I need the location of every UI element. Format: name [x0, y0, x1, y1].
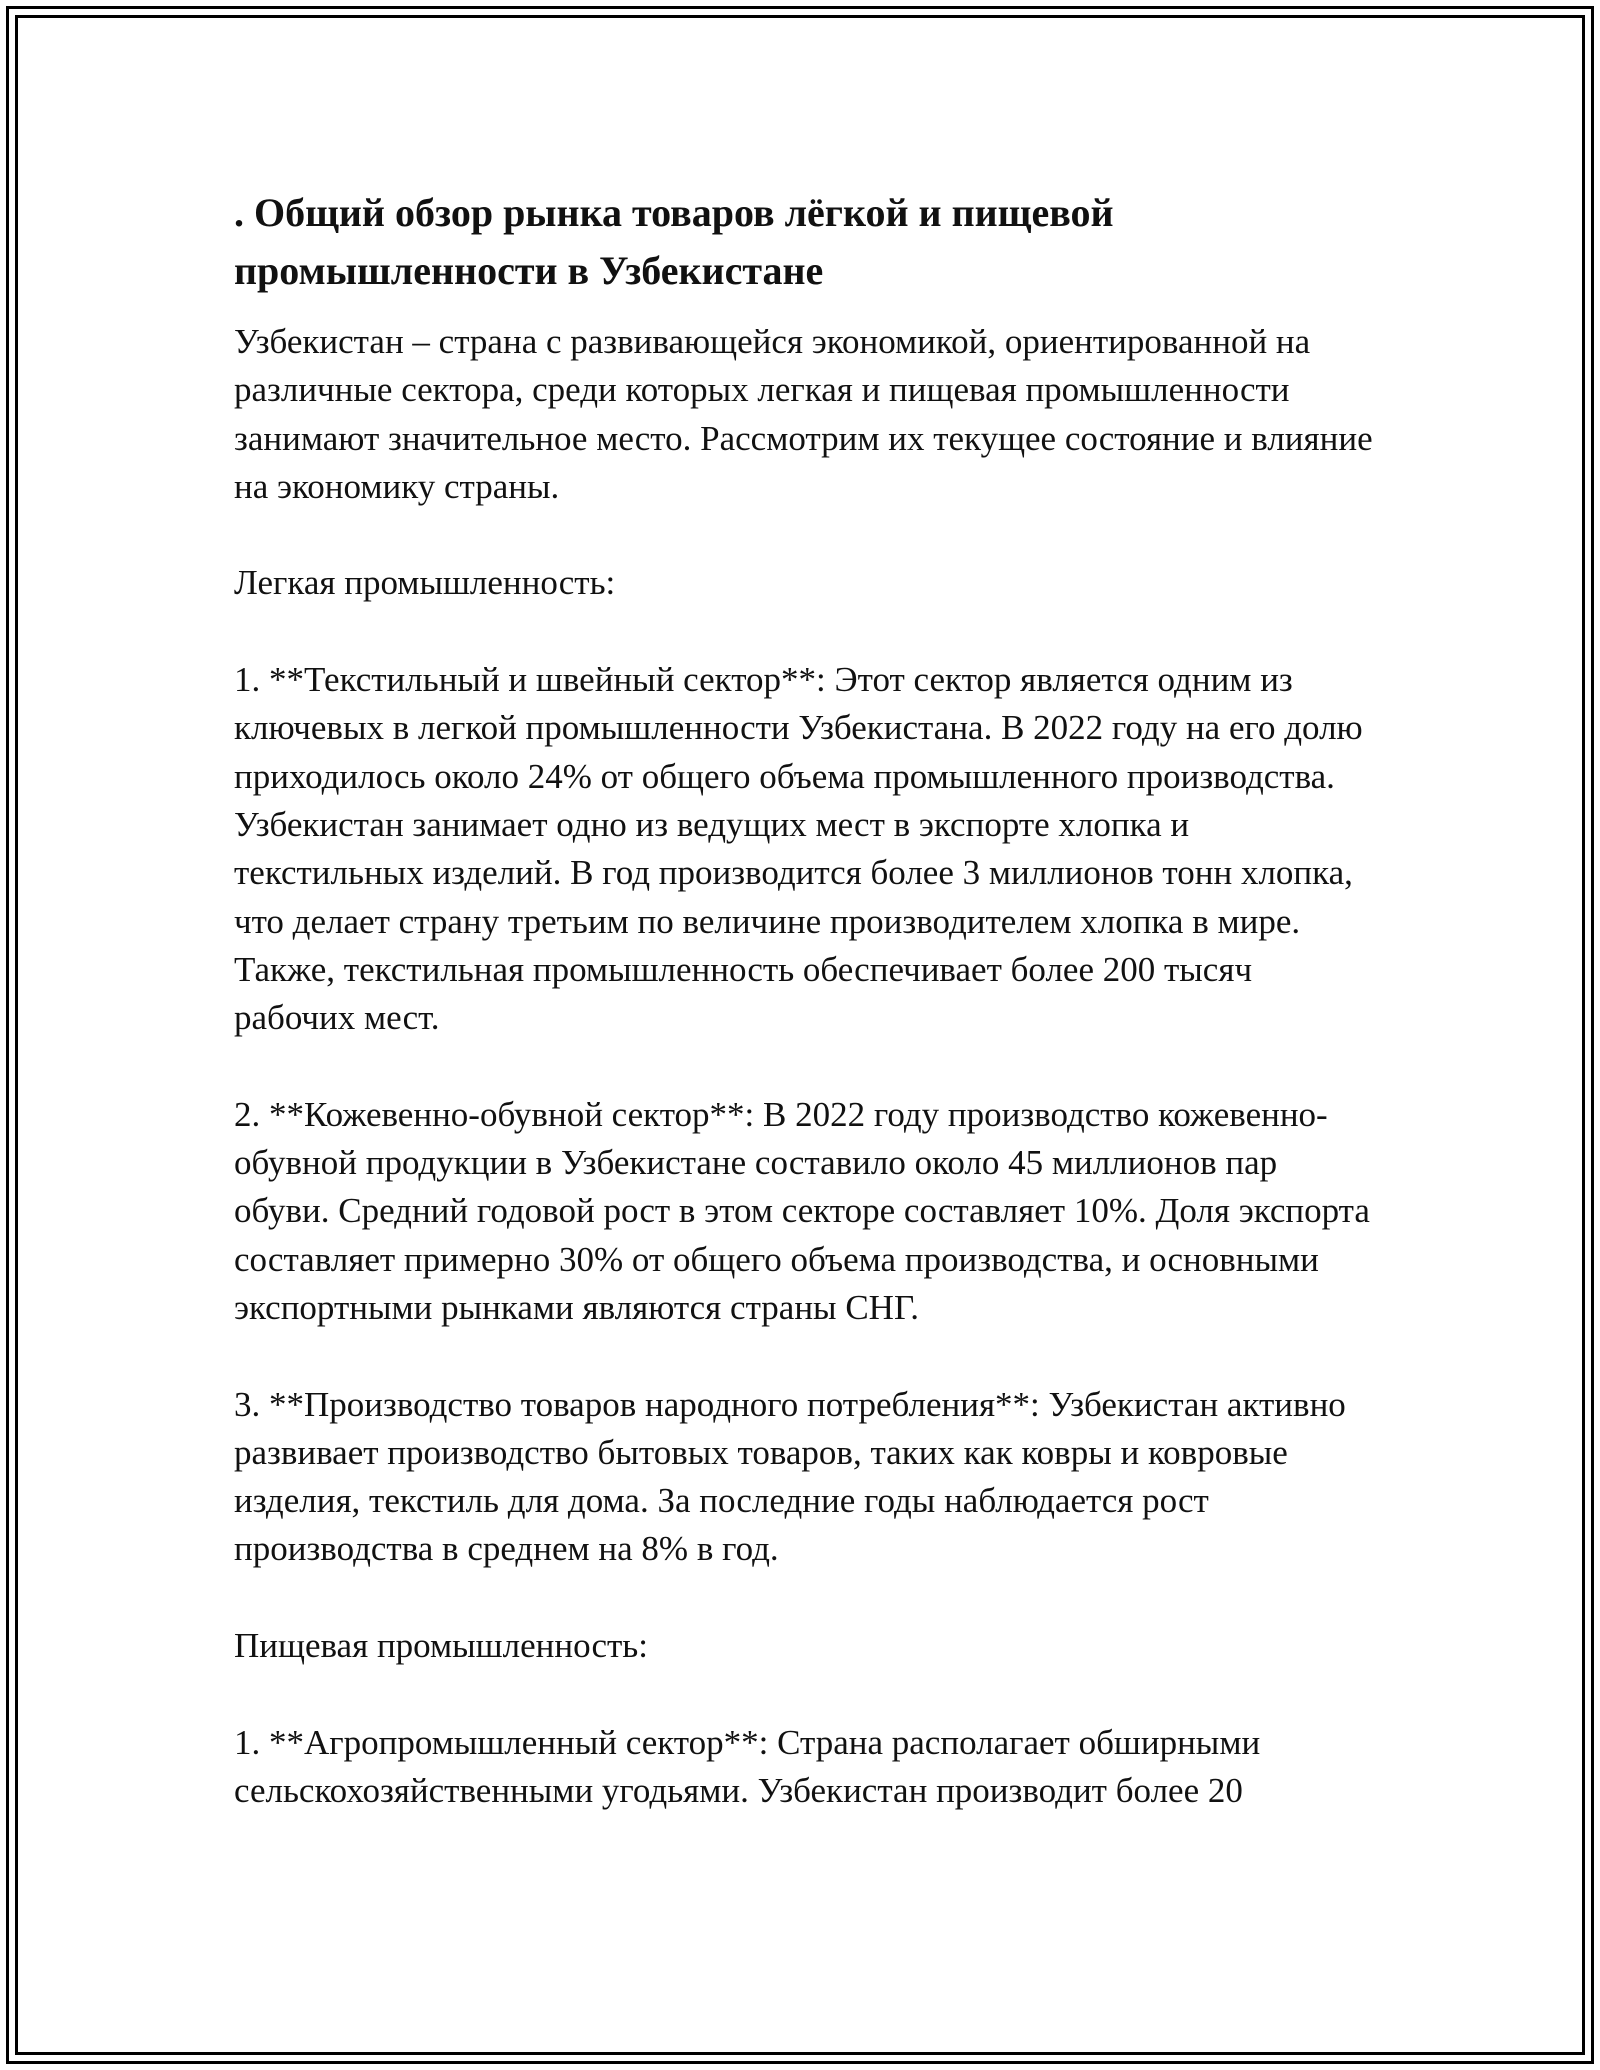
- light-industry-item-leather: 2. **Кожевенно-обувной сектор**: В 2022 году производство кожевенно-обувной продукции в Узбекистане составило около 45 миллионов пар обуви. Средний годовой рост в этом секторе составляет 10%. Доля экспорта составляет примерно 30% от общего объема производства, и основными экспортными рынками являются страны СНГ.: [234, 1094, 1370, 1327]
- intro-paragraph: Узбекистан – страна с развивающейся экономикой, ориентированной на различные сектора, среди которых легкая и пищевая промышленности занимают значительное место. Рассмотрим их текущее состояние и влияние на экономику страны.: [234, 322, 1373, 506]
- document-title: . Общий обзор рынка товаров лёгкой и пищевой промышленности в Узбекистане: [234, 190, 1114, 293]
- light-industry-item-consumer-goods: 3. **Производство товаров народного потребления**: Узбекистан активно развивает производство бытовых товаров, таких как ковры и ковровые изделия, текстиль для дома. За последние годы наблюдается рост производства в среднем на 8% в год.: [234, 1384, 1346, 1569]
- paragraph-spacer: [234, 1574, 1374, 1622]
- paragraph-spacer: [234, 1042, 1374, 1090]
- paragraph-spacer: [234, 1332, 1374, 1380]
- paragraph-spacer: [234, 608, 1374, 656]
- food-industry-heading: Пищевая промышленность:: [234, 1626, 648, 1666]
- light-industry-item-textile: 1. **Текстильный и швейный сектор**: Этот сектор является одним из ключевых в легкой промышленности Узбекистана. В 2022 году на его долю приходилось около 24% от общего объема промышленного производства. Узбекистан занимает одно из ведущих мест в экспорте хлопка и текстильных изделий. В год производится более 3 миллионов тонн хлопка, что делает страну третьим по величине производителем хлопка в мире. Также, текстильная промышленность обеспечивает более 200 тысяч рабочих мест.: [234, 660, 1363, 1038]
- document-body: [234, 184, 1374, 1815]
- food-industry-item-agro: 1. **Агропромышленный сектор**: Страна располагает обширными сельскохозяйственными угодьями. Узбекистан производит более 20: [234, 1722, 1261, 1810]
- light-industry-heading: Легкая промышленность:: [234, 563, 616, 603]
- paragraph-spacer: [234, 511, 1374, 559]
- paragraph-spacer: [234, 1670, 1374, 1718]
